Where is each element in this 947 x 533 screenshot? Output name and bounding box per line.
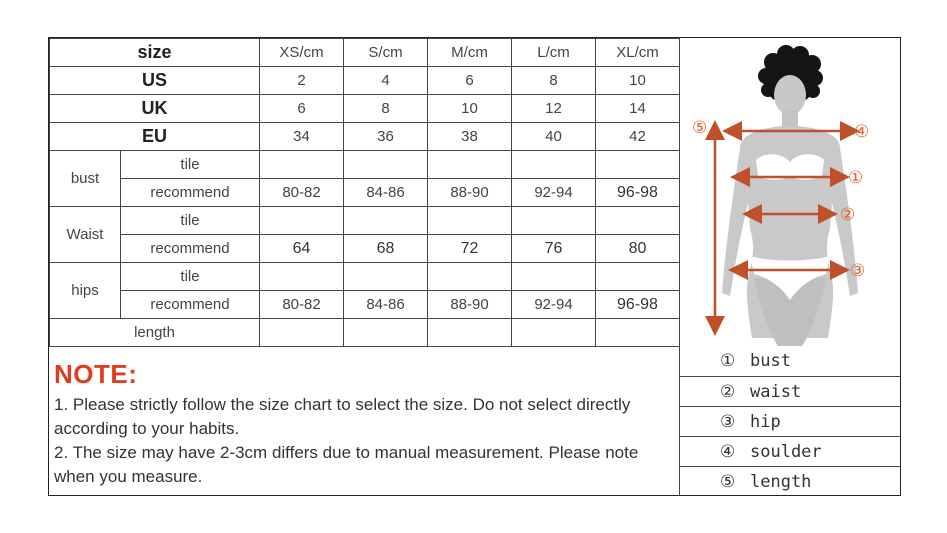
waist-recommend-label: recommend [121, 235, 260, 263]
bust-cell: 88-90 [428, 179, 512, 207]
body-figure-panel [679, 38, 900, 346]
note-title: NOTE: [54, 359, 138, 389]
legend-item [680, 436, 900, 466]
uk-cell: 12 [512, 95, 596, 123]
uk-cell: 8 [344, 95, 428, 123]
bust-cell: 92-94 [512, 179, 596, 207]
note-text [54, 393, 674, 489]
marker-hip: ③ [850, 261, 866, 281]
col-l: L/cm [512, 39, 596, 67]
empty-cell [428, 207, 512, 235]
empty-cell [596, 207, 680, 235]
bust-tile-row [50, 151, 680, 179]
marker-bust: ① [848, 168, 864, 188]
note-panel [49, 346, 679, 496]
bust-label: bust [50, 151, 121, 207]
legend-number: ③ [720, 412, 736, 432]
empty-cell [428, 151, 512, 179]
note-line-2: 2. The size may have 2-3cm differs due to manual measurement. Please note when you measure. [54, 443, 639, 486]
hips-recommend-row [50, 291, 680, 319]
empty-cell [428, 319, 512, 347]
marker-shoulder: ④ [854, 122, 870, 142]
legend-number: ② [720, 382, 736, 402]
waist-recommend-row [50, 235, 680, 263]
empty-cell [512, 207, 596, 235]
col-m: M/cm [428, 39, 512, 67]
marker-waist: ② [840, 205, 856, 225]
waist-tile-row [50, 207, 680, 235]
empty-cell [344, 151, 428, 179]
legend-number: ① [720, 351, 736, 371]
legend-item [680, 466, 900, 496]
hips-label: hips [50, 263, 121, 319]
empty-cell [512, 319, 596, 347]
header-row [50, 39, 680, 67]
bust-cell: 84-86 [344, 179, 428, 207]
size-table [49, 38, 680, 347]
empty-cell [260, 151, 344, 179]
us-cell: 4 [344, 67, 428, 95]
us-cell: 6 [428, 67, 512, 95]
us-cell: 2 [260, 67, 344, 95]
hips-cell: 84-86 [344, 291, 428, 319]
empty-cell [596, 263, 680, 291]
legend-item [680, 406, 900, 436]
hips-cell: 80-82 [260, 291, 344, 319]
size-header: size [50, 39, 260, 67]
hips-cell: 88-90 [428, 291, 512, 319]
marker-length: ⑤ [692, 118, 708, 138]
uk-cell: 14 [596, 95, 680, 123]
hips-tile-row [50, 263, 680, 291]
uk-label: UK [50, 95, 260, 123]
waist-cell: 72 [428, 235, 512, 263]
hips-cell: 92-94 [512, 291, 596, 319]
empty-cell [344, 207, 428, 235]
bust-recommend-row [50, 179, 680, 207]
empty-cell [596, 319, 680, 347]
empty-cell [512, 151, 596, 179]
us-cell: 10 [596, 67, 680, 95]
length-label: length [50, 319, 260, 347]
empty-cell [512, 263, 596, 291]
uk-cell: 10 [428, 95, 512, 123]
col-s: S/cm [344, 39, 428, 67]
eu-cell: 34 [260, 123, 344, 151]
legend-label: hip [750, 412, 781, 432]
bust-cell: 80-82 [260, 179, 344, 207]
empty-cell [344, 263, 428, 291]
eu-label: EU [50, 123, 260, 151]
eu-cell: 42 [596, 123, 680, 151]
legend-label: bust [750, 351, 791, 371]
empty-cell [596, 151, 680, 179]
note-line-1: 1. Please strictly follow the size chart to select the size. Do not select directly according to your habits. [54, 395, 631, 438]
bust-recommend-label: recommend [121, 179, 260, 207]
bust-tile-label: tile [121, 151, 260, 179]
legend-label: length [750, 472, 812, 492]
uk-row [50, 95, 680, 123]
bust-cell: 96-98 [596, 179, 680, 207]
length-row [50, 319, 680, 347]
empty-cell [260, 319, 344, 347]
waist-cell: 80 [596, 235, 680, 263]
waist-tile-label: tile [121, 207, 260, 235]
legend-label: waist [750, 382, 802, 402]
measurement-legend [679, 346, 900, 496]
uk-cell: 6 [260, 95, 344, 123]
empty-cell [260, 207, 344, 235]
us-cell: 8 [512, 67, 596, 95]
empty-cell [428, 263, 512, 291]
eu-cell: 38 [428, 123, 512, 151]
size-chart-frame [48, 37, 901, 496]
eu-row [50, 123, 680, 151]
waist-cell: 76 [512, 235, 596, 263]
waist-cell: 68 [344, 235, 428, 263]
legend-item [680, 376, 900, 406]
face-icon [774, 75, 806, 115]
legend-item [680, 346, 900, 376]
legend-number: ⑤ [720, 472, 736, 492]
body-silhouette [680, 38, 901, 346]
eu-cell: 36 [344, 123, 428, 151]
col-xs: XS/cm [260, 39, 344, 67]
waist-cell: 64 [260, 235, 344, 263]
empty-cell [260, 263, 344, 291]
legend-label: soulder [750, 442, 822, 462]
us-label: US [50, 67, 260, 95]
eu-cell: 40 [512, 123, 596, 151]
empty-cell [344, 319, 428, 347]
hips-tile-label: tile [121, 263, 260, 291]
legend-number: ④ [720, 442, 736, 462]
col-xl: XL/cm [596, 39, 680, 67]
hips-recommend-label: recommend [121, 291, 260, 319]
waist-label: Waist [50, 207, 121, 263]
us-row [50, 67, 680, 95]
hips-cell: 96-98 [596, 291, 680, 319]
